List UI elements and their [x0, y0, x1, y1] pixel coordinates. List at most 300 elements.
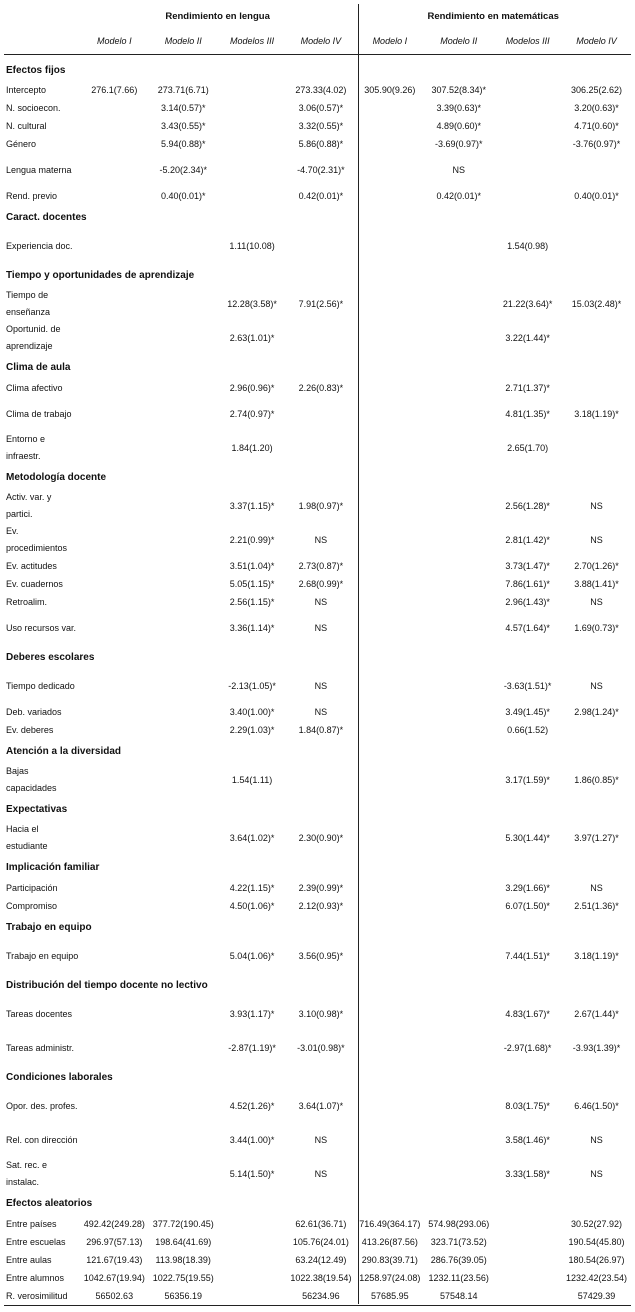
table-row — [4, 99, 631, 117]
table-row — [4, 153, 631, 187]
value-cell: 1.84(1.20) — [231, 443, 273, 453]
table-row — [4, 1269, 631, 1287]
value-cell: 3.20(0.63)* — [574, 103, 619, 113]
value-cell: NS — [590, 681, 603, 691]
row-label: Rel. con dirección — [6, 1134, 78, 1145]
value-cell — [355, 379, 424, 397]
value-cell: 716.49(364.17) — [359, 1219, 421, 1229]
value-cell — [80, 879, 149, 897]
value-cell: 1.86(0.85)* — [574, 775, 619, 785]
value-cell — [355, 611, 424, 645]
value-cell — [80, 99, 149, 117]
value-cell: 2.56(1.28)* — [505, 501, 550, 511]
value-cell — [286, 229, 355, 263]
value-cell: 2.39(0.99)* — [298, 883, 344, 893]
value-cell — [80, 397, 149, 431]
value-cell — [149, 431, 218, 465]
row-label: Experiencia doc. — [6, 240, 73, 251]
value-cell — [493, 1233, 562, 1251]
value-cell: 2.12(0.93)* — [298, 901, 344, 911]
model-header: Modelo II — [149, 28, 218, 55]
value-cell: NS — [314, 597, 328, 607]
value-cell — [218, 1287, 287, 1306]
value-cell: 296.97(57.13) — [86, 1237, 143, 1247]
value-cell — [80, 939, 149, 973]
value-cell: 1022.38(19.54) — [290, 1273, 352, 1283]
value-cell — [218, 135, 287, 153]
value-cell — [493, 1251, 562, 1269]
table-row — [4, 321, 631, 355]
value-cell — [149, 821, 218, 855]
value-cell — [218, 117, 287, 135]
value-cell: 3.17(1.59)* — [505, 775, 550, 785]
value-cell — [355, 287, 424, 321]
value-cell — [562, 229, 631, 263]
table-row — [4, 1157, 631, 1191]
value-cell — [355, 703, 424, 721]
table-row — [4, 397, 631, 431]
value-cell — [355, 1089, 424, 1123]
value-cell: 5.05(1.15)* — [229, 579, 275, 589]
group-header-matematicas: Rendimiento en matemáticas — [427, 10, 559, 22]
value-cell: 276.1(7.66) — [91, 85, 138, 95]
value-cell — [355, 821, 424, 855]
value-cell: 3.14(0.57)* — [160, 103, 206, 113]
table-row — [4, 703, 631, 721]
value-cell: 323.71(73.52) — [430, 1237, 487, 1247]
value-cell: 4.52(1.26)* — [229, 1101, 275, 1111]
value-cell — [424, 721, 493, 739]
value-cell — [424, 703, 493, 721]
value-cell: 3.40(1.00)* — [229, 707, 275, 717]
value-cell: -3.76(0.97)* — [572, 139, 621, 149]
value-cell: -3.93(1.39)* — [572, 1043, 621, 1053]
value-cell: -4.70(2.31)* — [297, 165, 345, 175]
value-cell: 57429.39 — [562, 1287, 631, 1306]
model-header: Modelo II — [424, 28, 493, 55]
row-label: N. socioecon. — [6, 102, 61, 113]
value-cell: 2.74(0.97)* — [229, 409, 275, 419]
value-cell: 286.76(39.05) — [430, 1255, 487, 1265]
value-cell: -3.01(0.98)* — [297, 1043, 345, 1053]
value-cell — [80, 703, 149, 721]
value-cell — [424, 821, 493, 855]
table-row — [4, 611, 631, 645]
value-cell: 57685.95 — [355, 1287, 424, 1306]
row-label: Género — [6, 138, 37, 149]
group-header-row — [4, 4, 631, 28]
value-cell: 0.42(0.01)* — [298, 191, 344, 201]
value-cell: NS — [590, 883, 603, 893]
value-cell — [149, 879, 218, 897]
section-title: Metodología docente — [6, 471, 106, 483]
value-cell: 2.73(0.87)* — [298, 561, 344, 571]
table-row — [4, 763, 631, 797]
value-cell — [149, 1031, 218, 1065]
model-header: Modelo IV — [562, 28, 631, 55]
value-cell — [149, 1089, 218, 1123]
value-cell — [149, 1157, 218, 1191]
value-cell — [80, 721, 149, 739]
value-cell: 574.98(293.06) — [428, 1219, 490, 1229]
value-cell: 2.96(1.43)* — [505, 597, 550, 607]
value-cell: 1.69(0.73)* — [574, 623, 619, 633]
table-row — [4, 1215, 631, 1233]
row-label: Tiempo dedicado — [6, 680, 75, 691]
table-row — [4, 1089, 631, 1123]
value-cell — [80, 135, 149, 153]
value-cell — [424, 611, 493, 645]
row-label: Ev. deberes — [6, 724, 54, 735]
value-cell: 7.91(2.56)* — [298, 299, 344, 309]
value-cell: 3.44(1.00)* — [229, 1135, 275, 1145]
table-row — [4, 669, 631, 703]
section-row — [4, 355, 631, 379]
table-row — [4, 721, 631, 739]
value-cell — [355, 321, 424, 355]
value-cell — [355, 593, 424, 611]
value-cell — [149, 489, 218, 523]
value-cell — [80, 153, 149, 187]
value-cell: 1022.75(19.55) — [152, 1273, 214, 1283]
value-cell: 113.98(18.39) — [155, 1255, 211, 1265]
value-cell: 180.54(26.97) — [568, 1255, 625, 1265]
value-cell — [149, 593, 218, 611]
value-cell: NS — [314, 1135, 328, 1145]
section-title: Caract. docentes — [6, 211, 87, 223]
value-cell: 21.22(3.64)* — [502, 299, 553, 309]
value-cell: 15.03(2.48)* — [571, 299, 622, 309]
value-cell: 5.30(1.44)* — [505, 833, 550, 843]
value-cell: 5.04(1.06)* — [229, 951, 275, 961]
value-cell: NS — [590, 1135, 603, 1145]
value-cell — [424, 669, 493, 703]
table-row — [4, 489, 631, 523]
section-row — [4, 645, 631, 669]
value-cell — [80, 669, 149, 703]
section-row — [4, 55, 631, 82]
value-cell — [80, 117, 149, 135]
value-cell — [424, 1157, 493, 1191]
row-label: Ev. cuadernos — [6, 578, 63, 589]
value-cell: 1232.11(23.56) — [428, 1273, 489, 1283]
value-cell — [355, 1123, 424, 1157]
value-cell: 3.64(1.02)* — [229, 833, 275, 843]
value-cell: 273.71(6.71) — [157, 85, 209, 95]
section-title: Expectativas — [6, 803, 68, 815]
table-row — [4, 81, 631, 99]
value-cell — [286, 321, 355, 355]
value-cell — [355, 489, 424, 523]
section-title: Condiciones laborales — [6, 1071, 113, 1083]
value-cell — [80, 229, 149, 263]
value-cell: 1232.42(23.54) — [565, 1273, 628, 1283]
value-cell: 3.97(1.27)* — [574, 833, 619, 843]
row-label: Participación — [6, 882, 58, 893]
section-row — [4, 263, 631, 287]
row-label: Uso recursos var. — [6, 622, 77, 633]
value-cell — [149, 229, 218, 263]
value-cell: 8.03(1.75)* — [505, 1101, 550, 1111]
row-label: Clima afectivo — [6, 382, 63, 393]
value-cell: -2.87(1.19)* — [228, 1043, 276, 1053]
value-cell: 0.42(0.01)* — [436, 191, 481, 201]
value-cell: 4.81(1.35)* — [505, 409, 550, 419]
table-row — [4, 1251, 631, 1269]
value-cell — [355, 939, 424, 973]
value-cell: 62.61(36.71) — [295, 1219, 347, 1229]
value-cell — [149, 721, 218, 739]
value-cell — [355, 1157, 424, 1191]
section-row — [4, 465, 631, 489]
row-label: N. cultural — [6, 120, 47, 131]
section-row — [4, 739, 631, 763]
value-cell — [493, 1269, 562, 1287]
value-cell — [149, 763, 218, 797]
value-cell — [149, 397, 218, 431]
value-cell: 3.73(1.47)* — [505, 561, 550, 571]
value-cell — [562, 379, 631, 397]
row-label: Ev. procedimientos — [6, 526, 68, 553]
value-cell: 4.50(1.06)* — [229, 901, 275, 911]
value-cell — [80, 431, 149, 465]
value-cell: NS — [590, 501, 603, 511]
value-cell: 4.83(1.67)* — [505, 1009, 550, 1019]
value-cell: 2.81(1.42)* — [505, 535, 550, 545]
table-row — [4, 431, 631, 465]
value-cell — [355, 1031, 424, 1065]
model-header: Modelo IV — [286, 28, 355, 55]
value-cell: 2.68(0.99)* — [298, 579, 344, 589]
value-cell: 121.67(19.43) — [86, 1255, 143, 1265]
value-cell: 0.66(1.52) — [507, 725, 549, 735]
row-label: Entre alumnos — [6, 1272, 65, 1283]
row-label: Opor. des. profes. — [6, 1100, 78, 1111]
value-cell — [218, 1251, 287, 1269]
value-cell — [355, 575, 424, 593]
value-cell: NS — [314, 681, 328, 691]
section-row — [4, 915, 631, 939]
value-cell — [80, 557, 149, 575]
value-cell: 413.26(87.56) — [361, 1237, 418, 1247]
row-label: Tareas administr. — [6, 1042, 75, 1053]
value-cell — [355, 879, 424, 897]
table-row — [4, 135, 631, 153]
row-label: Hacia el estudiante — [6, 824, 48, 851]
value-cell — [424, 897, 493, 915]
value-cell — [80, 523, 149, 557]
value-cell — [355, 997, 424, 1031]
value-cell: 105.76(24.01) — [292, 1237, 349, 1247]
value-cell — [149, 379, 218, 397]
value-cell: 492.42(249.28) — [83, 1219, 145, 1229]
value-cell — [80, 287, 149, 321]
row-label: Entre aulas — [6, 1254, 52, 1265]
value-cell — [218, 99, 287, 117]
value-cell — [80, 321, 149, 355]
value-cell: 56502.63 — [80, 1287, 149, 1306]
value-cell — [355, 397, 424, 431]
row-label: Intercepto — [6, 84, 47, 95]
value-cell: 7.86(1.61)* — [505, 579, 550, 589]
table-row — [4, 117, 631, 135]
value-cell — [80, 1123, 149, 1157]
value-cell: 306.25(2.62) — [570, 85, 623, 95]
value-cell — [286, 431, 355, 465]
value-cell — [424, 489, 493, 523]
value-cell: 2.26(0.83)* — [298, 383, 344, 393]
row-label: Lengua materna — [6, 164, 72, 175]
value-cell: 2.30(0.90)* — [298, 833, 344, 843]
value-cell — [493, 1287, 562, 1306]
value-cell — [424, 523, 493, 557]
value-cell — [218, 1215, 287, 1233]
value-cell — [424, 397, 493, 431]
value-cell — [424, 287, 493, 321]
section-title: Tiempo y oportunidades de aprendizaje — [6, 269, 195, 281]
table-row — [4, 939, 631, 973]
table-row — [4, 379, 631, 397]
value-cell: NS — [452, 165, 465, 175]
value-cell: NS — [590, 535, 603, 545]
section-row — [4, 1191, 631, 1215]
value-cell — [355, 523, 424, 557]
value-cell: 3.39(0.63)* — [436, 103, 481, 113]
value-cell: 0.40(0.01)* — [160, 191, 206, 201]
value-cell: NS — [314, 623, 328, 633]
row-label: Activ. var. y partici. — [6, 492, 52, 519]
value-cell — [149, 669, 218, 703]
value-cell — [149, 611, 218, 645]
model-header: Modelos III — [493, 28, 562, 55]
section-row — [4, 205, 631, 229]
value-cell: 3.93(1.17)* — [229, 1009, 275, 1019]
value-cell: 198.64(41.69) — [155, 1237, 212, 1247]
table-row — [4, 897, 631, 915]
value-cell — [355, 557, 424, 575]
value-cell — [562, 431, 631, 465]
value-cell: 4.71(0.60)* — [574, 121, 619, 131]
value-cell — [80, 997, 149, 1031]
value-cell: 4.22(1.15)* — [229, 883, 275, 893]
table-row — [4, 287, 631, 321]
row-label: Entre escuelas — [6, 1236, 66, 1247]
table-row — [4, 1287, 631, 1306]
value-cell — [149, 523, 218, 557]
value-cell — [80, 489, 149, 523]
value-cell: 57548.14 — [424, 1287, 493, 1306]
row-label: Rend. previo — [6, 190, 58, 201]
section-title: Deberes escolares — [6, 651, 95, 663]
value-cell: 3.18(1.19)* — [574, 409, 619, 419]
value-cell: 30.52(27.92) — [570, 1219, 623, 1229]
value-cell: 305.90(9.26) — [364, 85, 416, 95]
value-cell — [493, 99, 562, 117]
value-cell — [424, 1123, 493, 1157]
value-cell: 5.94(0.88)* — [160, 139, 206, 149]
row-label: Clima de trabajo — [6, 408, 72, 419]
section-title: Implicación familiar — [6, 861, 100, 873]
value-cell: 377.72(190.45) — [152, 1219, 214, 1229]
value-cell: 3.06(0.57)* — [298, 103, 344, 113]
value-cell — [424, 763, 493, 797]
value-cell — [286, 397, 355, 431]
value-cell: 3.64(1.07)* — [298, 1101, 344, 1111]
section-title: Atención a la diversidad — [6, 745, 122, 757]
value-cell: 0.40(0.01)* — [574, 191, 619, 201]
row-label: Ev. actitudes — [6, 560, 57, 571]
value-cell — [80, 611, 149, 645]
value-cell — [149, 939, 218, 973]
value-cell — [80, 187, 149, 205]
value-cell — [149, 575, 218, 593]
value-cell — [424, 593, 493, 611]
value-cell: 2.51(1.36)* — [574, 901, 619, 911]
value-cell — [80, 897, 149, 915]
value-cell — [493, 135, 562, 153]
value-cell: NS — [314, 1169, 328, 1179]
value-cell — [149, 997, 218, 1031]
corner-cell — [4, 28, 80, 55]
section-title: Trabajo en equipo — [6, 921, 92, 933]
table-body — [4, 55, 631, 1306]
value-cell — [149, 1123, 218, 1157]
value-cell: 5.86(0.88)* — [298, 139, 344, 149]
value-cell — [355, 669, 424, 703]
value-cell — [149, 321, 218, 355]
table-row — [4, 187, 631, 205]
model-header: Modelo I — [80, 28, 149, 55]
row-label: Retroalim. — [6, 596, 48, 607]
value-cell: NS — [590, 1169, 603, 1179]
value-cell — [355, 721, 424, 739]
value-cell — [424, 1031, 493, 1065]
value-cell — [355, 99, 424, 117]
table-row — [4, 1031, 631, 1065]
section-row — [4, 797, 631, 821]
value-cell: 190.54(45.80) — [568, 1237, 625, 1247]
value-cell: -3.69(0.97)* — [434, 139, 483, 149]
value-cell — [80, 1157, 149, 1191]
value-cell — [80, 763, 149, 797]
value-cell — [424, 229, 493, 263]
row-label: Compromiso — [6, 900, 58, 911]
table-row — [4, 229, 631, 263]
table-row — [4, 523, 631, 557]
section-row — [4, 855, 631, 879]
value-cell — [355, 117, 424, 135]
model-header: Modelo I — [355, 28, 424, 55]
value-cell — [218, 81, 287, 99]
value-cell: NS — [590, 597, 603, 607]
value-cell — [149, 897, 218, 915]
value-cell: 2.21(0.99)* — [229, 535, 275, 545]
table-row — [4, 821, 631, 855]
value-cell: 3.29(1.66)* — [505, 883, 550, 893]
row-label: Entre países — [6, 1218, 57, 1229]
value-cell: 3.43(0.55)* — [160, 121, 206, 131]
value-cell: 1.54(0.98) — [507, 241, 549, 251]
value-cell: 2.63(1.01)* — [229, 333, 275, 343]
value-cell: 2.29(1.03)* — [229, 725, 275, 735]
value-cell — [424, 379, 493, 397]
value-cell — [218, 1233, 287, 1251]
value-cell: 56234.96 — [286, 1287, 355, 1306]
value-cell — [355, 763, 424, 797]
value-cell: 3.10(0.98)* — [298, 1009, 344, 1019]
value-cell: 1258.97(24.08) — [359, 1273, 421, 1283]
row-label: R. verosimilitud — [4, 1287, 80, 1306]
